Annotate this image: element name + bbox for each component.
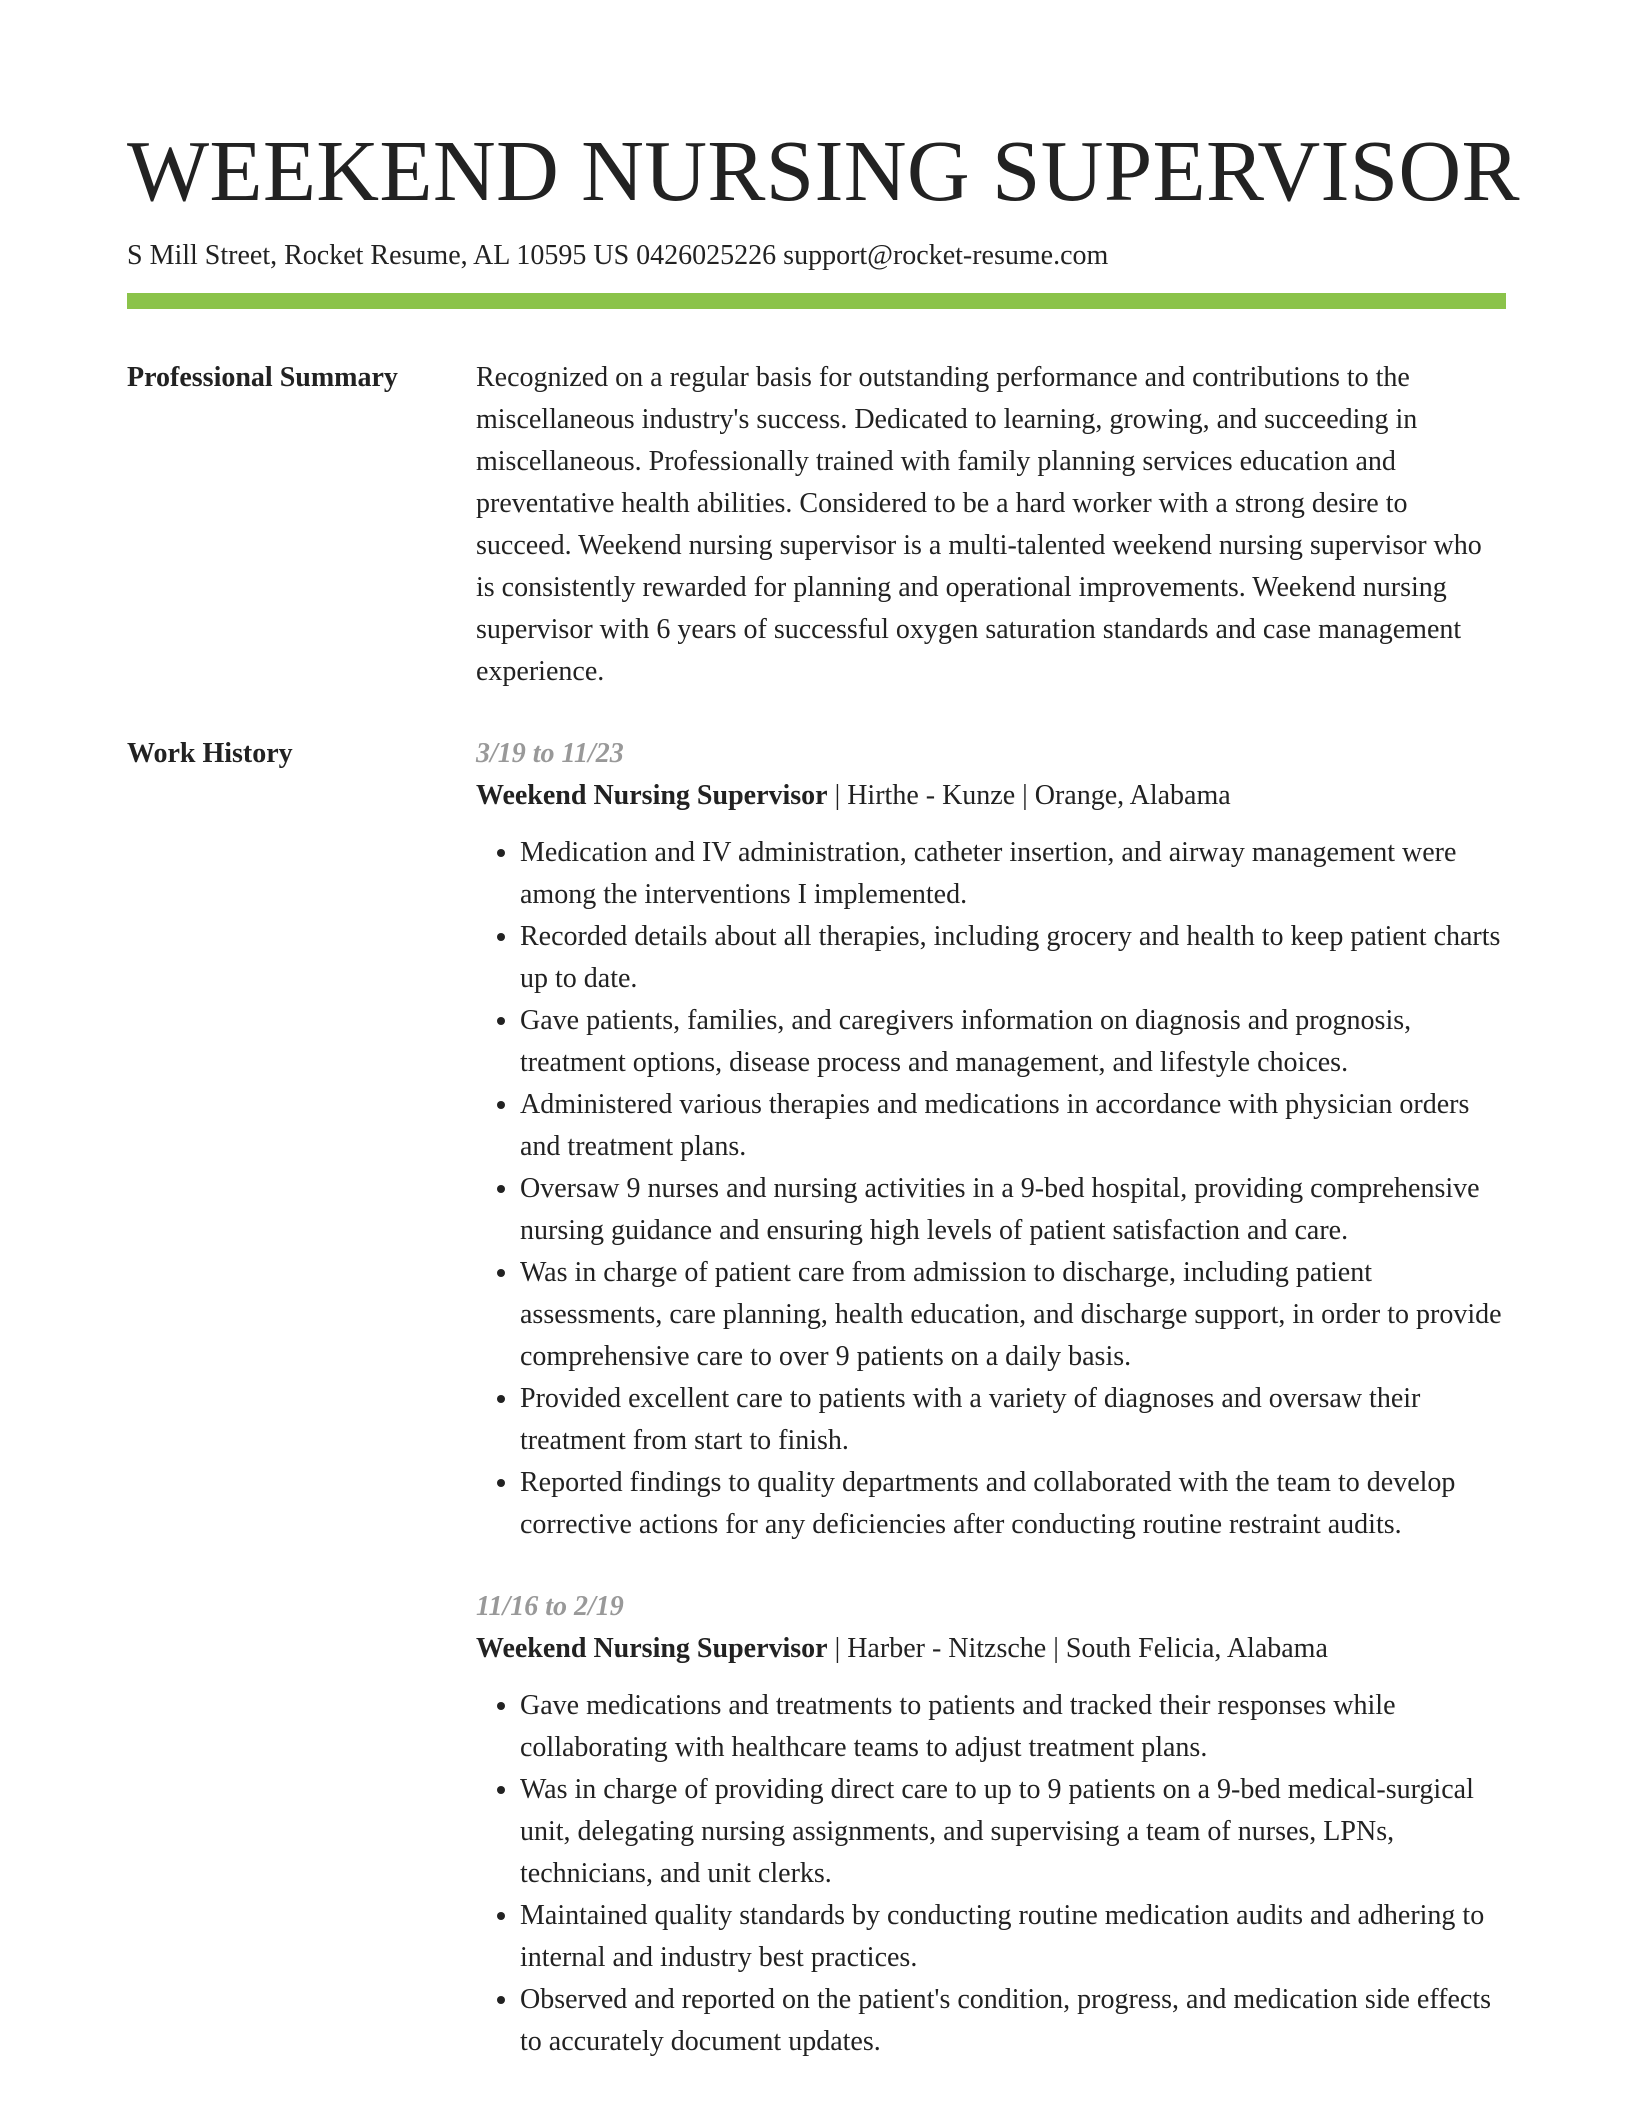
job-bullets <box>476 832 1506 1546</box>
header-divider <box>127 293 1506 309</box>
summary-body <box>476 357 1506 693</box>
summary-section <box>127 357 1506 693</box>
work-history-section <box>127 733 1506 2063</box>
job-bullet: • Maintained quality standards by conducting routine medication audits and adhering to internal and industry best practices. <box>520 1895 1506 1979</box>
job-dates: 3/19 to 11/23 <box>476 738 624 769</box>
job-title-line <box>476 1628 1506 1670</box>
job-details: | Harber - Nitzsche | South Felicia, Alabama <box>827 1633 1328 1664</box>
job-bullet: • Administered various therapies and medications in accordance with physician orders and treatment plans. <box>520 1084 1506 1168</box>
work-history-body <box>476 733 1506 2063</box>
job-details: | Hirthe - Kunze | Orange, Alabama <box>827 780 1231 811</box>
job-title: Weekend Nursing Supervisor <box>476 1633 828 1664</box>
work-history-label: Work History <box>127 738 293 769</box>
job-bullets <box>476 1685 1506 2063</box>
contact-line: S Mill Street, Rocket Resume, AL 10595 US 0426025226 support@rocket-resume.com <box>127 240 1109 271</box>
job-bullet: • Provided excellent care to patients with a variety of diagnoses and oversaw their treatment from start to finish. <box>520 1378 1506 1462</box>
job-entry <box>476 733 1506 1546</box>
job-bullet: • Recorded details about all therapies, including grocery and health to keep patient charts up to date. <box>520 916 1506 1000</box>
job-bullet: • Gave patients, families, and caregivers information on diagnosis and prognosis, treatment options, disease process and management, and lifestyle choices. <box>520 1000 1506 1084</box>
job-bullet: • Gave medications and treatments to patients and tracked their responses while collaborating with healthcare teams to adjust treatment plans. <box>520 1685 1506 1769</box>
job-bullet: • Was in charge of providing direct care to up to 9 patients on a 9-bed medical-surgical unit, delegating nursing assignments, and supervising a team of nurses, LPNs, technicians, and unit clerks. <box>520 1769 1506 1895</box>
job-title-line <box>476 775 1506 817</box>
summary-label: Professional Summary <box>127 362 398 393</box>
resume-name: WEEKEND NURSING SUPERVISOR <box>127 122 1520 219</box>
job-title: Weekend Nursing Supervisor <box>476 780 828 811</box>
job-bullet: • Medication and IV administration, catheter insertion, and airway management were among the interventions I implemented. <box>520 832 1506 916</box>
job-bullet: • Observed and reported on the patient's condition, progress, and medication side effects to accurately document updates. <box>520 1979 1506 2063</box>
job-dates: 11/16 to 2/19 <box>476 1591 624 1622</box>
job-entry <box>476 1586 1506 2063</box>
summary-text: Recognized on a regular basis for outstanding performance and contributions to the miscellaneous industry's success. Dedicated to learning, growing, and succeeding in miscellaneous. Professionally trained with family planning services education and preventative health abilities. Considered to be a hard worker with a strong desire to succeed. Weekend nursing supervisor is a multi-talented weekend nursing supervisor who is consistently rewarded for planning and operational improvements. Weekend nursing supervisor with 6 years of successful oxygen saturation standards and case management experience. <box>476 362 1482 687</box>
job-bullet: • Reported findings to quality departments and collaborated with the team to develop corrective actions for any deficiencies after conducting routine restraint audits. <box>520 1462 1506 1546</box>
job-bullet: • Was in charge of patient care from admission to discharge, including patient assessments, care planning, health education, and discharge support, in order to provide comprehensive care to over 9 patients on a daily basis. <box>520 1252 1506 1378</box>
job-bullet: • Oversaw 9 nurses and nursing activities in a 9-bed hospital, providing comprehensive nursing guidance and ensuring high levels of patient satisfaction and care. <box>520 1168 1506 1252</box>
